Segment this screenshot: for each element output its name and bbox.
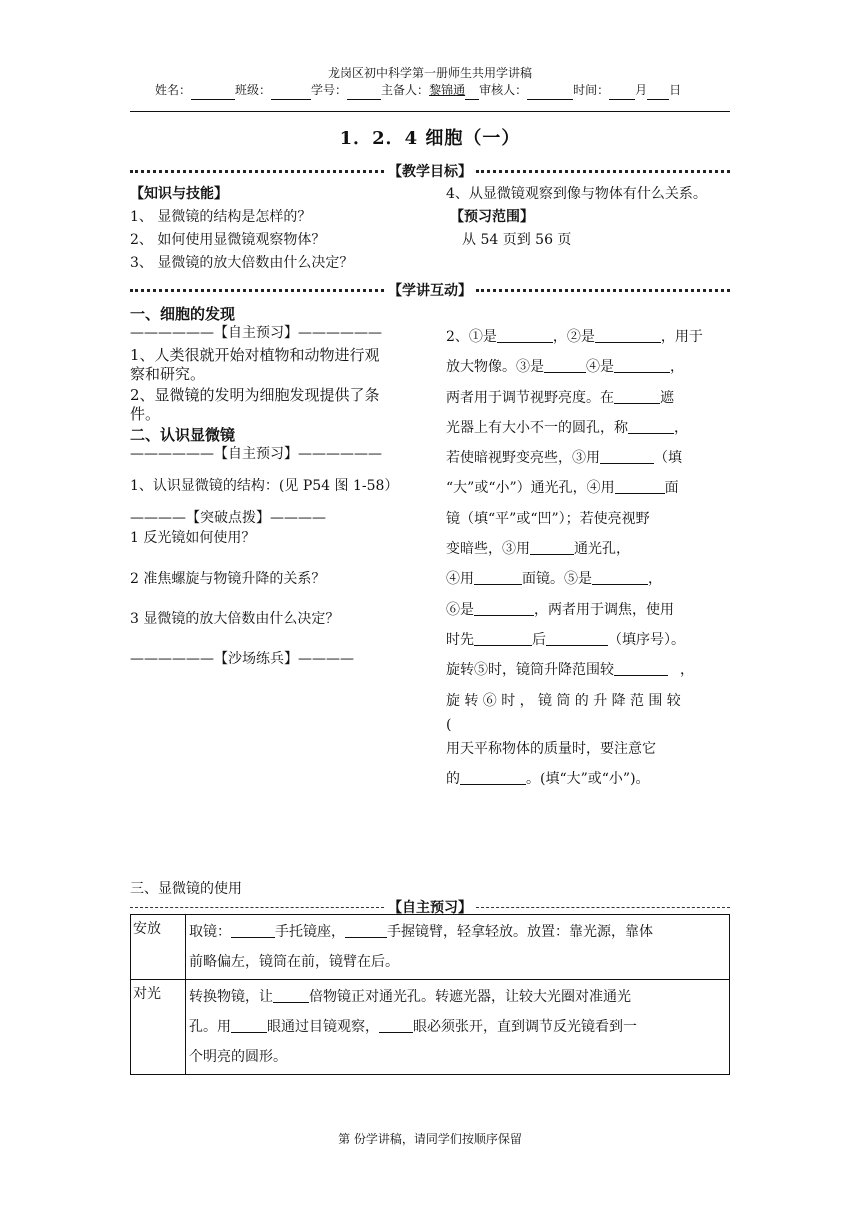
day-label: 日 xyxy=(669,83,682,97)
text: ， xyxy=(670,359,684,376)
row-line xyxy=(189,982,726,1012)
preview-range: 从 54 页到 56 页 xyxy=(462,232,572,248)
blank-8[interactable] xyxy=(615,479,665,494)
preview-heading: 【预习范围】 xyxy=(450,209,534,225)
blank-9[interactable] xyxy=(530,540,574,555)
blank-5[interactable] xyxy=(614,389,660,404)
usage-table xyxy=(130,914,730,1075)
text: （填 xyxy=(654,450,682,467)
text: 光器上有大小不一的圆孔，称 xyxy=(446,419,628,436)
text: ，两者用于调焦，使用 xyxy=(534,601,674,618)
structure-line: 1、认识显微镜的结构：(见 P54 图 1-58） xyxy=(130,478,399,494)
text: 倍物镜正对通光孔。转遮光器，让较大光圈对准通光 xyxy=(309,989,631,1005)
blank-4[interactable] xyxy=(614,358,670,373)
text: 眼必须张开，直到调节反光镜看到一 xyxy=(413,1019,637,1035)
para2-line1: 2、显微镜的发明为细胞发现提供了条 xyxy=(130,386,380,404)
fill-line xyxy=(446,564,730,594)
header-rule xyxy=(130,111,730,112)
row-content xyxy=(186,915,730,980)
row-line: 个明亮的圆形。 xyxy=(189,1049,287,1065)
header-info xyxy=(155,81,681,98)
fill-line xyxy=(446,504,730,534)
reviewer-label: 审核人： xyxy=(479,83,528,97)
blank-17[interactable] xyxy=(231,923,275,938)
blank-18[interactable] xyxy=(345,923,387,938)
self-preview-label-3: 【自主预习】 xyxy=(388,900,472,916)
text: 眼通过目镜观察， xyxy=(267,1019,379,1035)
row-key: 对光 xyxy=(131,980,186,1075)
self-preview-heading-1: ——————【自主预习】—————— xyxy=(130,325,382,341)
dots-left xyxy=(130,289,384,292)
text: 两者用于调节视野亮度。在 xyxy=(446,389,614,406)
text: ，用于 xyxy=(660,329,703,345)
goals-bar-label: 【教学目标】 xyxy=(388,164,472,180)
blank-10[interactable] xyxy=(474,570,522,585)
practice-heading: ——————【沙场练兵】———— xyxy=(130,651,354,667)
section3-title: 三、显微镜的使用 xyxy=(130,881,242,897)
name-label: 姓名： xyxy=(155,83,192,97)
fill-line xyxy=(446,413,730,443)
text: ( xyxy=(446,716,452,733)
footer: 第 份学讲稿，请同学们按顺序保留 xyxy=(338,1132,522,1146)
blank-2[interactable] xyxy=(595,328,661,343)
fill-line xyxy=(446,352,730,382)
question-1: 1 反光镜如何使用？ xyxy=(130,530,256,546)
section1-title: 一、细胞的发现 xyxy=(130,305,236,323)
text: 用天平称物体的质量时，要注意它 xyxy=(446,740,656,757)
text: 2、①是 xyxy=(446,329,497,345)
fill-line xyxy=(446,473,730,503)
table-row xyxy=(131,980,730,1075)
blank-12[interactable] xyxy=(474,601,534,616)
para2-line2: 件。 xyxy=(130,405,161,423)
goal-item-1: 1、 显微镜的结构是怎样的？ xyxy=(130,209,312,225)
text: ， xyxy=(680,662,694,679)
fill-line xyxy=(446,595,730,625)
goal-item-3: 3、 显微镜的放大倍数由什么决定？ xyxy=(130,255,354,271)
fill-in-block xyxy=(446,322,730,794)
text: 转换物镜，让 xyxy=(189,989,273,1005)
id-label: 学号： xyxy=(311,83,348,97)
day-blank[interactable] xyxy=(647,87,669,100)
page-title: 1．2．4 细胞（一） xyxy=(339,128,521,149)
text: 若使暗视野变亮些，③用 xyxy=(446,450,600,467)
text: 的 xyxy=(446,771,460,788)
blank-3[interactable] xyxy=(544,358,586,373)
fill-line xyxy=(446,534,730,564)
text: 手托镜座， xyxy=(275,924,345,940)
section2-title: 二、认识显微镜 xyxy=(130,426,236,444)
blank-16[interactable] xyxy=(460,770,526,785)
text: ⑥是 xyxy=(446,601,474,618)
id-blank[interactable] xyxy=(347,87,381,100)
row-line xyxy=(189,1012,726,1042)
preparer-label: 主备人： xyxy=(381,83,430,97)
fill-line xyxy=(446,716,730,734)
interaction-bar xyxy=(130,280,730,300)
fill-line xyxy=(446,764,730,794)
text: 面镜。⑤是 xyxy=(522,571,592,588)
dots-left xyxy=(130,170,384,173)
dots-right xyxy=(476,289,730,292)
blank-14[interactable] xyxy=(546,631,608,646)
text: ， xyxy=(648,571,662,588)
class-label: 班级： xyxy=(235,83,272,97)
fill-line xyxy=(446,383,730,413)
fill-line xyxy=(446,734,730,764)
goal-item-2: 2、 如何使用显微镜观察物体？ xyxy=(130,232,326,248)
para1-line2: 察和研究。 xyxy=(130,365,206,383)
month-blank[interactable] xyxy=(609,87,635,100)
blank-1[interactable] xyxy=(497,328,553,343)
text: ， xyxy=(674,419,688,436)
text: ④是 xyxy=(586,359,614,376)
text: 孔。用 xyxy=(189,1019,231,1035)
text: 遮 xyxy=(660,389,674,406)
question-3: 3 显微镜的放大倍数由什么决定？ xyxy=(130,611,340,627)
text: 镜（填“平”或“凹”）；若使亮视野 xyxy=(446,510,650,527)
reviewer-blank[interactable] xyxy=(527,87,573,100)
breakthrough-heading: ————【突破点拨】———— xyxy=(130,510,326,526)
dash-left xyxy=(130,907,384,908)
skills-heading: 【知识与技能】 xyxy=(130,186,228,202)
blank-21[interactable] xyxy=(379,1018,413,1033)
preparer-name: 黎锦通 xyxy=(429,83,466,97)
text: 通光孔， xyxy=(574,541,630,558)
blank-6[interactable] xyxy=(628,419,674,434)
text: 后 xyxy=(532,631,546,648)
fill-line xyxy=(446,322,730,352)
interaction-bar-label: 【学讲互动】 xyxy=(388,283,472,299)
goals-bar xyxy=(130,161,730,181)
text: ④用 xyxy=(446,571,474,588)
row-key: 安放 xyxy=(131,915,186,980)
text: 。(填“大”或“小”)。 xyxy=(526,771,650,788)
month-label: 月 xyxy=(635,83,648,97)
blank-19[interactable] xyxy=(273,988,309,1003)
text: （填序号）。 xyxy=(608,631,685,648)
fill-line xyxy=(446,625,730,655)
self-preview-heading-2: ——————【自主预习】—————— xyxy=(130,446,382,462)
table-row xyxy=(131,915,730,980)
text: 时先 xyxy=(446,631,474,648)
blank-7[interactable] xyxy=(600,449,654,464)
row-content xyxy=(186,980,730,1075)
goal-item-4: 4、从显微镜观察到像与物体有什么关系。 xyxy=(446,186,707,202)
class-blank[interactable] xyxy=(271,87,311,100)
time-label: 时间： xyxy=(573,83,610,97)
dash-right xyxy=(476,907,730,908)
blank-11[interactable] xyxy=(592,570,648,585)
blank-13[interactable] xyxy=(474,631,532,646)
text: ，②是 xyxy=(552,329,595,345)
fill-line xyxy=(446,443,730,473)
blank-15[interactable] xyxy=(614,661,668,676)
question-2: 2 准焦螺旋与物镜升降的关系？ xyxy=(130,571,326,587)
blank-20[interactable] xyxy=(231,1018,267,1033)
text: 旋转⑥时，镜筒的升降范围较 xyxy=(446,692,686,709)
text: 取镜： xyxy=(189,924,231,940)
text: 变暗些，③用 xyxy=(446,541,530,558)
header-title: 龙岗区初中科学第一册师生共用学讲稿 xyxy=(327,66,532,80)
fill-line xyxy=(446,655,730,685)
dots-right xyxy=(476,170,730,173)
text: 手握镜臂，轻拿轻放。放置：靠光源，靠体 xyxy=(387,924,653,940)
text: “大”或“小”）通光孔，④用 xyxy=(446,480,615,497)
para1-line1: 1、人类很就开始对植物和动物进行观 xyxy=(130,346,380,364)
text: 面 xyxy=(664,480,679,497)
text: 放大物像。③是 xyxy=(446,359,544,376)
preparer-tail xyxy=(465,87,479,100)
row-line xyxy=(189,917,726,947)
text: 旋转⑤时，镜筒升降范围较 xyxy=(446,662,614,679)
fill-line xyxy=(446,686,730,716)
name-blank[interactable] xyxy=(191,87,235,100)
row-line: 前略偏左，镜筒在前，镜臂在后。 xyxy=(189,954,399,970)
